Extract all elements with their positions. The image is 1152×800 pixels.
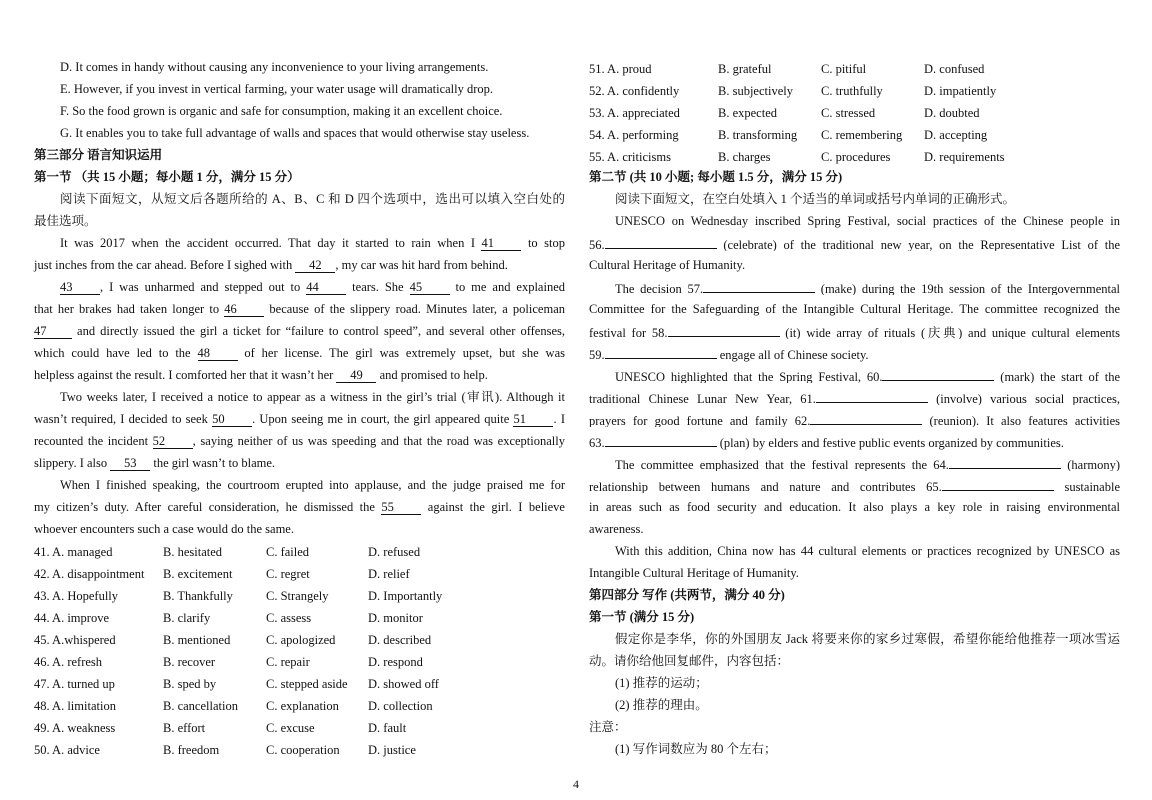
text-line bbox=[589, 565, 1120, 581]
text: (2) 推荐的理由。 bbox=[615, 698, 708, 712]
text-line bbox=[34, 279, 565, 295]
text-line bbox=[34, 257, 565, 273]
text: that her brakes had taken longer to bbox=[34, 302, 225, 316]
option-row bbox=[34, 566, 565, 582]
text: It was 2017 when the accident occurred. That day it started to rain when I bbox=[60, 236, 482, 250]
text-line bbox=[34, 499, 565, 515]
text: 59. bbox=[589, 348, 605, 362]
text: . I bbox=[553, 412, 565, 426]
text: F. So the food grown is organic and safe for consumption, making it an excellent choice. bbox=[60, 104, 503, 118]
left-column bbox=[34, 0, 565, 800]
text: (mark) the start of the bbox=[994, 370, 1120, 383]
fill-blank[interactable] bbox=[810, 411, 922, 425]
option-C: C. excuse bbox=[266, 721, 315, 735]
option-B: B. freedom bbox=[163, 743, 220, 757]
blank-55: 55 bbox=[381, 501, 421, 515]
option-C: C. stressed bbox=[821, 106, 876, 120]
option-C: C. assess bbox=[266, 611, 312, 625]
text-line bbox=[589, 389, 1120, 405]
option-A: 54. A. performing bbox=[589, 128, 679, 142]
text: prayers for good fortune and family 62. bbox=[589, 414, 811, 427]
text: of her license. The girl was extremely upset, but she was bbox=[237, 346, 565, 360]
text: just inches from the car ahead. Before I sighed with bbox=[34, 258, 296, 272]
text-line bbox=[589, 455, 1120, 471]
blank-43: 43 bbox=[60, 281, 100, 295]
text: tears. She bbox=[346, 280, 410, 294]
text: awareness. bbox=[589, 522, 644, 536]
option-row bbox=[34, 742, 565, 758]
text: in areas such as food security and education. It also plays a key role in raising environmental bbox=[589, 500, 1120, 514]
option-B: B. cancellation bbox=[163, 699, 238, 713]
text: traditional Chinese Lunar New Year, 61. bbox=[589, 392, 816, 405]
text: and promised to help. bbox=[376, 368, 488, 382]
text-line bbox=[589, 279, 1120, 295]
text: to me and explained bbox=[449, 280, 565, 294]
text-line bbox=[34, 81, 565, 97]
blank-44: 44 bbox=[306, 281, 346, 295]
option-row bbox=[34, 654, 565, 670]
text-line bbox=[589, 323, 1120, 339]
text: With this addition, China now has 44 cultural elements or practices recognized by UNESCO as bbox=[615, 544, 1120, 558]
text: G. It enables you to take full advantage of walls and spaces that would otherwise stay useless. bbox=[60, 126, 530, 140]
text: Two weeks later, I received a notice to appear as a witness in the girl’s trial (审讯). Although it bbox=[60, 390, 565, 404]
option-C: C. truthfully bbox=[821, 84, 883, 98]
text-line bbox=[34, 455, 565, 471]
text: 假定你是李华，你的外国朋友 Jack 将要来你的家乡过寒假，希望你能给他推荐一项冰雪运 bbox=[615, 632, 1120, 646]
text: . Upon seeing me in court, the girl appeared quite bbox=[252, 412, 514, 426]
section-heading bbox=[34, 147, 565, 163]
option-A: 51. A. proud bbox=[589, 62, 652, 76]
text-line bbox=[589, 235, 1120, 251]
option-B: B. recover bbox=[163, 655, 216, 669]
text: UNESCO on Wednesday inscribed Spring Festival, social practices of the Chinese people in bbox=[615, 214, 1120, 228]
text: , my car was hit hard from behind. bbox=[335, 258, 508, 272]
option-D: D. fault bbox=[368, 721, 407, 735]
option-row bbox=[589, 149, 1120, 165]
text: 注意： bbox=[589, 720, 627, 734]
option-D: D. impatiently bbox=[924, 84, 997, 98]
option-row bbox=[34, 544, 565, 560]
text: The decision 57. bbox=[615, 282, 704, 295]
option-C: C. explanation bbox=[266, 699, 339, 713]
text-line bbox=[589, 543, 1120, 559]
text-line bbox=[34, 323, 565, 339]
text: , saying neither of us was speeding and that the road was exceptionally bbox=[192, 434, 565, 448]
fill-blank[interactable] bbox=[605, 433, 717, 447]
option-row bbox=[34, 676, 565, 692]
text-line bbox=[589, 301, 1120, 317]
fill-blank[interactable] bbox=[942, 477, 1054, 491]
text: and directly issued the girl a ticket for “failure to control speed”, and several other offenses, bbox=[72, 324, 565, 338]
text: sustainable bbox=[1064, 480, 1120, 493]
option-D: D. showed off bbox=[368, 677, 439, 691]
section-heading bbox=[589, 169, 1120, 185]
option-B: B. grateful bbox=[718, 62, 772, 76]
text-line bbox=[589, 257, 1120, 273]
option-D: D. justice bbox=[368, 743, 416, 757]
text: 第一节 （共 15 小题；每小题 1 分，满分 15 分） bbox=[34, 170, 300, 184]
text: (reunion). It also features activities bbox=[922, 414, 1120, 427]
text-line bbox=[34, 235, 565, 251]
text-line bbox=[34, 125, 565, 141]
option-B: B. sped by bbox=[163, 677, 217, 691]
text-line bbox=[34, 213, 565, 229]
text: 第二节 (共 10 小题; 每小题 1.5 分，满分 15 分) bbox=[589, 170, 843, 184]
text-line bbox=[589, 697, 1120, 713]
text: UNESCO highlighted that the Spring Festival, 60. bbox=[615, 370, 883, 383]
text-line bbox=[34, 191, 565, 207]
option-row bbox=[34, 588, 565, 604]
text: 第四部分 写作 (共两节，满分 40 分) bbox=[589, 588, 785, 602]
option-A: 45. A.whispered bbox=[34, 633, 116, 647]
page-number: 4 bbox=[573, 777, 579, 791]
option-D: D. respond bbox=[368, 655, 423, 669]
text-line bbox=[589, 741, 1120, 757]
text-line bbox=[589, 411, 1120, 427]
blank-46: 46 bbox=[224, 303, 264, 317]
blank-51: 51 bbox=[513, 413, 553, 427]
right-column bbox=[589, 0, 1120, 800]
option-D: D. requirements bbox=[924, 150, 1005, 164]
text-line bbox=[589, 477, 1120, 493]
text: my citizen’s duty. After careful consideration, he dismissed the bbox=[34, 500, 382, 514]
blank-53: 53 bbox=[110, 457, 150, 471]
option-A: 53. A. appreciated bbox=[589, 106, 680, 120]
option-row bbox=[589, 61, 1120, 77]
option-A: 42. A. disappointment bbox=[34, 567, 145, 581]
option-A: 48. A. limitation bbox=[34, 699, 116, 713]
text: (1) 写作词数应为 80 个左右； bbox=[615, 742, 777, 756]
text: recounted the incident bbox=[34, 434, 153, 448]
text-line bbox=[34, 103, 565, 119]
option-C: C. regret bbox=[266, 567, 310, 581]
text-line bbox=[589, 719, 1120, 735]
option-C: C. repair bbox=[266, 655, 310, 669]
text: Committee for the Safeguarding of the Intangible Cultural Heritage. The committee recognized the bbox=[589, 302, 1120, 316]
text: (1) 推荐的运动； bbox=[615, 676, 708, 690]
text: festival for 58. bbox=[589, 326, 668, 339]
blank-47: 47 bbox=[34, 325, 72, 339]
text: whoever encounters such a case would do the same. bbox=[34, 522, 294, 536]
fill-blank[interactable] bbox=[882, 367, 994, 381]
text: which could have led to the bbox=[34, 346, 198, 360]
option-B: B. excitement bbox=[163, 567, 233, 581]
fill-blank[interactable] bbox=[949, 455, 1061, 469]
text-line bbox=[589, 367, 1120, 383]
option-B: B. transforming bbox=[718, 128, 798, 142]
option-D: D. collection bbox=[368, 699, 433, 713]
text-line bbox=[34, 345, 565, 361]
text: (harmony) bbox=[1060, 458, 1120, 471]
option-A: 52. A. confidently bbox=[589, 84, 680, 98]
option-A: 44. A. improve bbox=[34, 611, 109, 625]
section-heading bbox=[34, 169, 565, 185]
option-D: D. Importantly bbox=[368, 589, 443, 603]
option-C: C. Strangely bbox=[266, 589, 329, 603]
option-C: C. pitiful bbox=[821, 62, 867, 76]
text-line bbox=[34, 521, 565, 537]
option-B: B. charges bbox=[718, 150, 771, 164]
text: wasn’t required, I decided to seek bbox=[34, 412, 213, 426]
blank-48: 48 bbox=[198, 347, 238, 361]
text-line bbox=[589, 631, 1120, 647]
fill-blank[interactable] bbox=[703, 279, 815, 293]
text: engage all of Chinese society. bbox=[716, 348, 869, 362]
text: the girl wasn’t to blame. bbox=[150, 456, 276, 470]
option-C: C. cooperation bbox=[266, 743, 340, 757]
option-B: B. Thankfully bbox=[163, 589, 233, 603]
text: 第一节 (满分 15 分) bbox=[589, 610, 695, 624]
text: , I was unharmed and stepped out to bbox=[100, 280, 307, 294]
option-A: 43. A. Hopefully bbox=[34, 589, 119, 603]
blank-50: 50 bbox=[212, 413, 252, 427]
option-D: D. relief bbox=[368, 567, 410, 581]
option-C: C. stepped aside bbox=[266, 677, 348, 691]
option-C: C. apologized bbox=[266, 633, 336, 647]
fill-blank[interactable] bbox=[605, 345, 717, 359]
text-line bbox=[34, 477, 565, 493]
text-line bbox=[34, 389, 565, 405]
option-row bbox=[34, 720, 565, 736]
blank-52: 52 bbox=[153, 435, 193, 449]
text-line bbox=[589, 675, 1120, 691]
text-line bbox=[589, 433, 1120, 449]
text-line bbox=[589, 191, 1120, 207]
text: helpless against the result. I comforted her that it wasn’t her bbox=[34, 368, 337, 382]
option-B: B. expected bbox=[718, 106, 778, 120]
text: because of the slippery road. Minutes later, a policeman bbox=[264, 302, 565, 316]
text: 第三部分 语言知识运用 bbox=[34, 148, 163, 162]
text-line bbox=[34, 59, 565, 75]
text: 动。请你给他回复邮件，内容包括： bbox=[589, 654, 790, 668]
text: (it) wide array of rituals (庆典) and unique cultural elements bbox=[779, 326, 1120, 339]
option-A: 47. A. turned up bbox=[34, 677, 115, 691]
option-C: C. procedures bbox=[821, 150, 891, 164]
option-A: 41. A. managed bbox=[34, 545, 113, 559]
option-A: 49. A. weakness bbox=[34, 721, 116, 735]
option-D: D. confused bbox=[924, 62, 985, 76]
option-A: 50. A. advice bbox=[34, 743, 100, 757]
option-row bbox=[589, 127, 1120, 143]
text: Cultural Heritage of Humanity. bbox=[589, 258, 746, 272]
blank-49: 49 bbox=[336, 369, 376, 383]
option-row bbox=[34, 610, 565, 626]
text: (plan) by elders and festive public events organized by communities. bbox=[716, 436, 1064, 450]
option-D: D. described bbox=[368, 633, 432, 647]
option-row bbox=[34, 698, 565, 714]
text-line bbox=[34, 367, 565, 383]
section-heading bbox=[589, 587, 1120, 603]
fill-blank[interactable] bbox=[605, 235, 717, 249]
blank-42: 42 bbox=[295, 259, 335, 273]
text: 阅读下面短文，在空白处填入 1 个适当的单词或括号内单词的正确形式。 bbox=[615, 192, 1016, 206]
option-A: 55. A. criticisms bbox=[589, 150, 671, 164]
text-line bbox=[589, 653, 1120, 669]
text: When I finished speaking, the courtroom erupted into applause, and the judge praised me for bbox=[60, 478, 565, 492]
text: slippery. I also bbox=[34, 456, 111, 470]
text: 阅读下面短文，从短文后各题所给的 A、B、C 和 D 四个选项中，选出可以填入空白处的 bbox=[60, 192, 565, 206]
option-D: D. refused bbox=[368, 545, 421, 559]
option-row bbox=[589, 105, 1120, 121]
text: D. It comes in handy without causing any inconvenience to your living arrangements. bbox=[60, 60, 489, 74]
text: (celebrate) of the traditional new year, on the Representative List of the bbox=[723, 238, 1120, 251]
text: (involve) various social practices, bbox=[936, 392, 1120, 405]
text-line bbox=[589, 213, 1120, 229]
text-line bbox=[34, 301, 565, 317]
text: to stop bbox=[521, 236, 565, 250]
text-line bbox=[34, 411, 565, 427]
text: 最佳选项。 bbox=[34, 214, 97, 228]
option-A: 46. A. refresh bbox=[34, 655, 103, 669]
text: The committee emphasized that the festival represents the 64. bbox=[615, 458, 949, 471]
option-D: D. monitor bbox=[368, 611, 423, 625]
text-line bbox=[34, 433, 565, 449]
option-B: B. effort bbox=[163, 721, 206, 735]
blank-41: 41 bbox=[481, 237, 521, 251]
option-row bbox=[589, 83, 1120, 99]
text: against the girl. I believe bbox=[421, 500, 565, 514]
text: Intangible Cultural Heritage of Humanity. bbox=[589, 566, 799, 580]
text-line bbox=[589, 345, 1120, 361]
text: (make) during the 19th session of the Intergovernmental bbox=[815, 282, 1120, 295]
option-B: B. hesitated bbox=[163, 545, 223, 559]
text: 56. bbox=[589, 238, 605, 251]
text-line bbox=[589, 521, 1120, 537]
blank-45: 45 bbox=[410, 281, 450, 295]
option-B: B. clarify bbox=[163, 611, 211, 625]
text: E. However, if you invest in vertical farming, your water usage will dramatically drop. bbox=[60, 82, 494, 96]
option-C: C. failed bbox=[266, 545, 310, 559]
text: relationship between humans and nature and contributes 65. bbox=[589, 480, 942, 493]
text: 63. bbox=[589, 436, 605, 450]
option-row bbox=[34, 632, 565, 648]
option-D: D. doubted bbox=[924, 106, 980, 120]
fill-blank[interactable] bbox=[816, 389, 928, 403]
section-heading bbox=[589, 609, 1120, 625]
option-C: C. remembering bbox=[821, 128, 903, 142]
option-D: D. accepting bbox=[924, 128, 988, 142]
option-B: B. mentioned bbox=[163, 633, 231, 647]
option-B: B. subjectively bbox=[718, 84, 793, 98]
text-line bbox=[589, 499, 1120, 515]
fill-blank[interactable] bbox=[668, 323, 780, 337]
